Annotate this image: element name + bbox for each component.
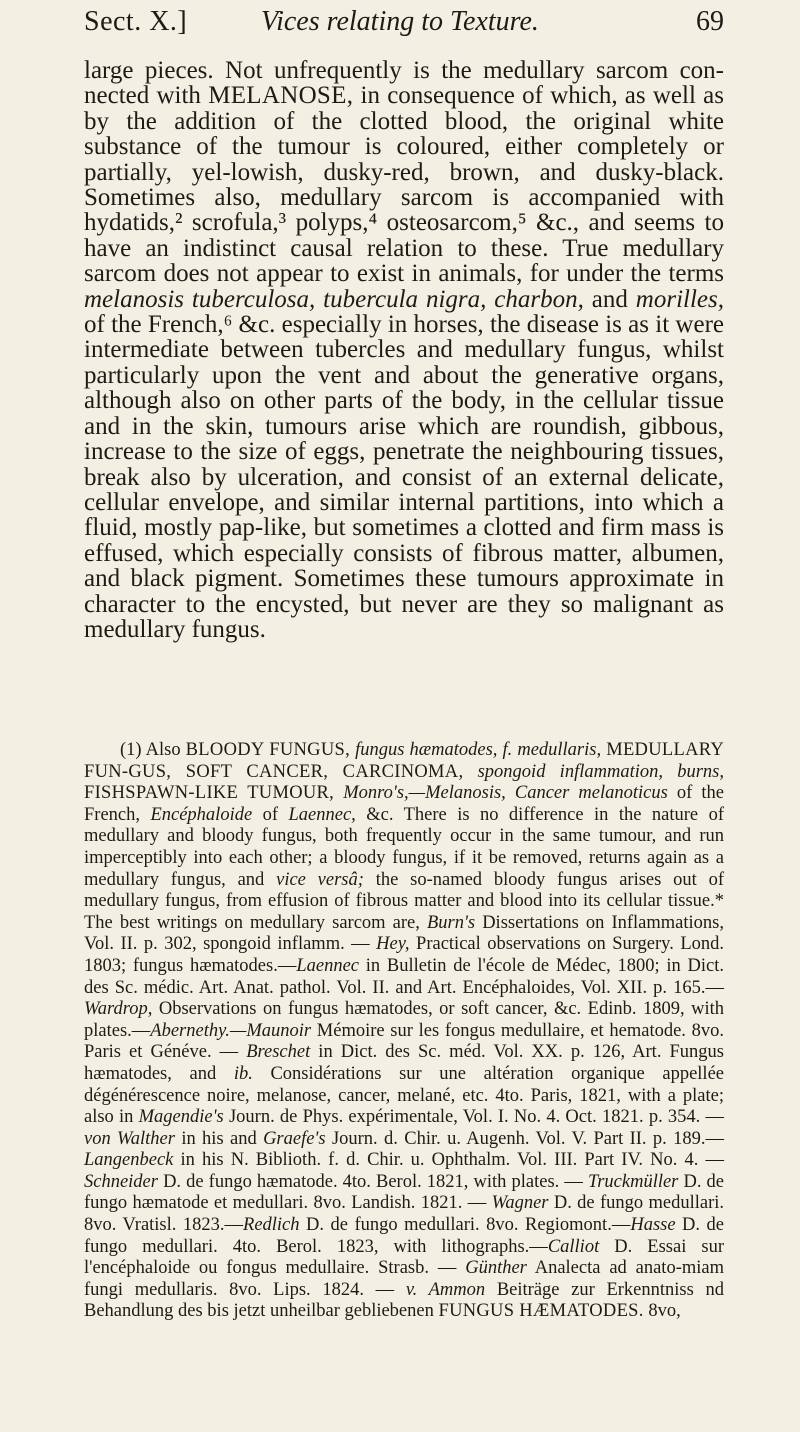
fn-part: [463, 762, 477, 782]
fn-part: Redlich: [243, 1215, 300, 1236]
fn-part: D. de fungo hæmatode et medullari. 8vo. Landish. 1821. —: [84, 1171, 724, 1214]
fn-part: Burn's: [426, 912, 476, 933]
fn-part: ib.: [233, 1063, 253, 1084]
fn-part: D. Essai sur l'encéphaloide ou fongus medullaire. Strasb. —: [84, 1236, 724, 1279]
fn-part: BLOODY FUNGUS,: [185, 740, 350, 760]
body-text-2: in consequence of which, as well as by the addition of the clotted blood, the original white substance of the tumour is coloured, either completely or partially, yel-lowish, dusky-red, brown, and dusky-black. Sometimes also, medullary sarcom is accompanied with hydatids,² scrofula,³ polyps,⁴ osteosarcom,⁵ &c., and seems to have an indistinct causal relation to these. True medullary sarcom does not appear to exist in animals, for under the terms: [84, 82, 724, 288]
fn-part: Wagner: [491, 1193, 549, 1214]
fn-part: in his N. Biblioth. f. d. Chir. u. Ophthalm. Vol. III. Part IV. No. 4. —: [173, 1150, 724, 1171]
fn-part: the so-named bloody fungus arises out of medullary fungus, from effusion of fibrous matter and blood into its cellular tissue.* The best writings on medullary sarcom are,: [84, 869, 724, 933]
term-melanose: MELANOSE,: [208, 82, 354, 110]
fn-part: Laennec: [296, 955, 360, 976]
fn-part: Wardrop,: [84, 999, 153, 1020]
fn-part: MEDULLARY FUN-GUS, SOFT CANCER, CARCINOMA,: [84, 740, 725, 782]
fn-part: Langenbeck: [84, 1150, 174, 1171]
term-morilles: morilles,: [635, 285, 724, 313]
fn-part: Magendie's: [138, 1107, 224, 1128]
fn-part: Schneider: [84, 1171, 158, 1192]
fn-part: v. Ammon: [405, 1279, 486, 1300]
fn-part: Laennec,: [288, 804, 356, 825]
fn-part: von Walther: [84, 1128, 175, 1149]
fn-part: 8vo,: [643, 1301, 681, 1322]
fn-part: D. de fungo medullari. 8vo. Vratisl. 1823.—: [84, 1193, 725, 1236]
fn-part: Hey,: [376, 934, 410, 955]
fn-part: Monro's,—Melanosis, Cancer melanoticus: [343, 783, 668, 804]
fn-part: in his and: [174, 1128, 264, 1149]
fn-part: &c. There is no difference in the nature of medullary and bloody fungus, both frequently occur in the same tumour, and run imperceptibly into each other; a bloody fungus, if it be removed, returns again as a medullary fungus, and: [84, 804, 725, 890]
fn-part: in Bulletin de l'école de Médec, 1800; in Dict. des Sc. médic. Art. Anat. pathol. Vol. II. and Art. Encéphaloides, Vol. XII. p. 165.—: [84, 955, 724, 998]
fn-part: [334, 783, 343, 803]
fn-part: Analecta ad anato-miam fungi medullaris. 8vo. Lips. 1824. —: [84, 1258, 724, 1300]
fn-part: spongoid inflammation, burns,: [477, 761, 724, 782]
running-title: Vices relating to Texture.: [261, 6, 539, 37]
fn-part: Truckmüller: [587, 1171, 679, 1192]
fn-part: D. de fungo medullari. 8vo. Regiomont.—: [299, 1215, 631, 1236]
main-paragraph: [84, 58, 724, 642]
term-melanosis: melanosis tuberculosa, tubercula nigra, charbon,: [84, 285, 584, 313]
footnote: [84, 740, 724, 1323]
fn-part: Journ. de Phys. expérimentale, Vol. I. No. 4. Oct. 1821. p. 354. —: [223, 1107, 724, 1128]
fn-part: (1) Also: [120, 740, 186, 760]
body-text-1: large pieces. Not unfrequently is the medullary sarcom con-nected with: [84, 57, 724, 110]
fn-part: of the French,: [84, 783, 724, 825]
fn-part: D. de fungo hæmatode. 4to. Berol. 1821, with plates. —: [157, 1171, 588, 1192]
section-label: Sect. X.]: [84, 6, 188, 37]
fn-part: Observations on fungus hæmatodes, or soft cancer, &c. Edinb. 1809, with plates.—: [84, 999, 724, 1041]
fn-part: Breschet: [246, 1042, 311, 1063]
page-number: 69: [696, 6, 724, 37]
body-text-3: of the French,⁶ &c. especially in horses, the disease is as it were intermediate between tubercles and medullary fungus, whilst particularly upon the vent and about the generative organs, although also on other parts of the body, in the cellular tissue and in the skin, tumours arise which are roundish, gibbous, increase to the size of eggs, penetrate the neighbouring tissues, break also by ulceration, and consist of an external delicate, cellular envelope, and similar internal partitions, into which a fluid, mostly pap-like, but sometimes a clotted and firm mass is effused, which especially consists of fibrous matter, albumen, and black pigment. Sometimes these tumours approximate in character to the encysted, but never are they so malignant as medullary fungus.: [84, 311, 724, 643]
fn-part: Practical observations on Surgery. Lond. 1803; fungus hæmatodes.—: [84, 934, 725, 976]
fn-part: in Dict. des Sc. méd. Vol. XX. p. 126, Art. Fungus hæmatodes, and: [84, 1042, 724, 1084]
body-text-and: and: [583, 285, 636, 313]
fn-part: Encéphaloide: [150, 804, 253, 825]
fn-part: Hasse: [630, 1215, 676, 1236]
fn-part: fungus hæmatodes, f. medullaris,: [355, 740, 602, 760]
fn-part: Abernethy.—Maunoir: [150, 1020, 312, 1041]
fn-part: Calliot: [547, 1236, 600, 1257]
fn-part: Dissertations on Inflammations, Vol. II. p. 302, spongoid inflamm. —: [84, 912, 724, 955]
fn-part: FUNGUS HÆMATODES.: [438, 1301, 644, 1322]
fn-part: of: [252, 804, 289, 825]
fn-part: FISHSPAWN-LIKE TUMOUR,: [84, 783, 335, 804]
fn-part: Graefe's: [263, 1128, 326, 1149]
fn-part: D. de fungo medullari. 4to. Berol. 1823, with lithographs.—: [84, 1215, 724, 1257]
fn-part: Günther: [465, 1258, 527, 1279]
fn-part: vice versâ;: [276, 869, 364, 890]
fn-part: Considérations sur une altération organique appellée dégénérescence noire, melanose, cancer, melané, etc. 4to. Paris, 1821, with a plate; also in: [84, 1063, 724, 1128]
fn-part: Mémoire sur les fongus medullaire, et hematode. 8vo. Paris et Généve. —: [84, 1020, 724, 1063]
fn-part: Journ. d. Chir. u. Augenh. Vol. V. Part II. p. 189.—: [325, 1128, 724, 1149]
fn-part: Beiträge zur Erkenntniss nd Behandlung des bis jetzt unheilbar gebliebenen: [84, 1279, 724, 1322]
